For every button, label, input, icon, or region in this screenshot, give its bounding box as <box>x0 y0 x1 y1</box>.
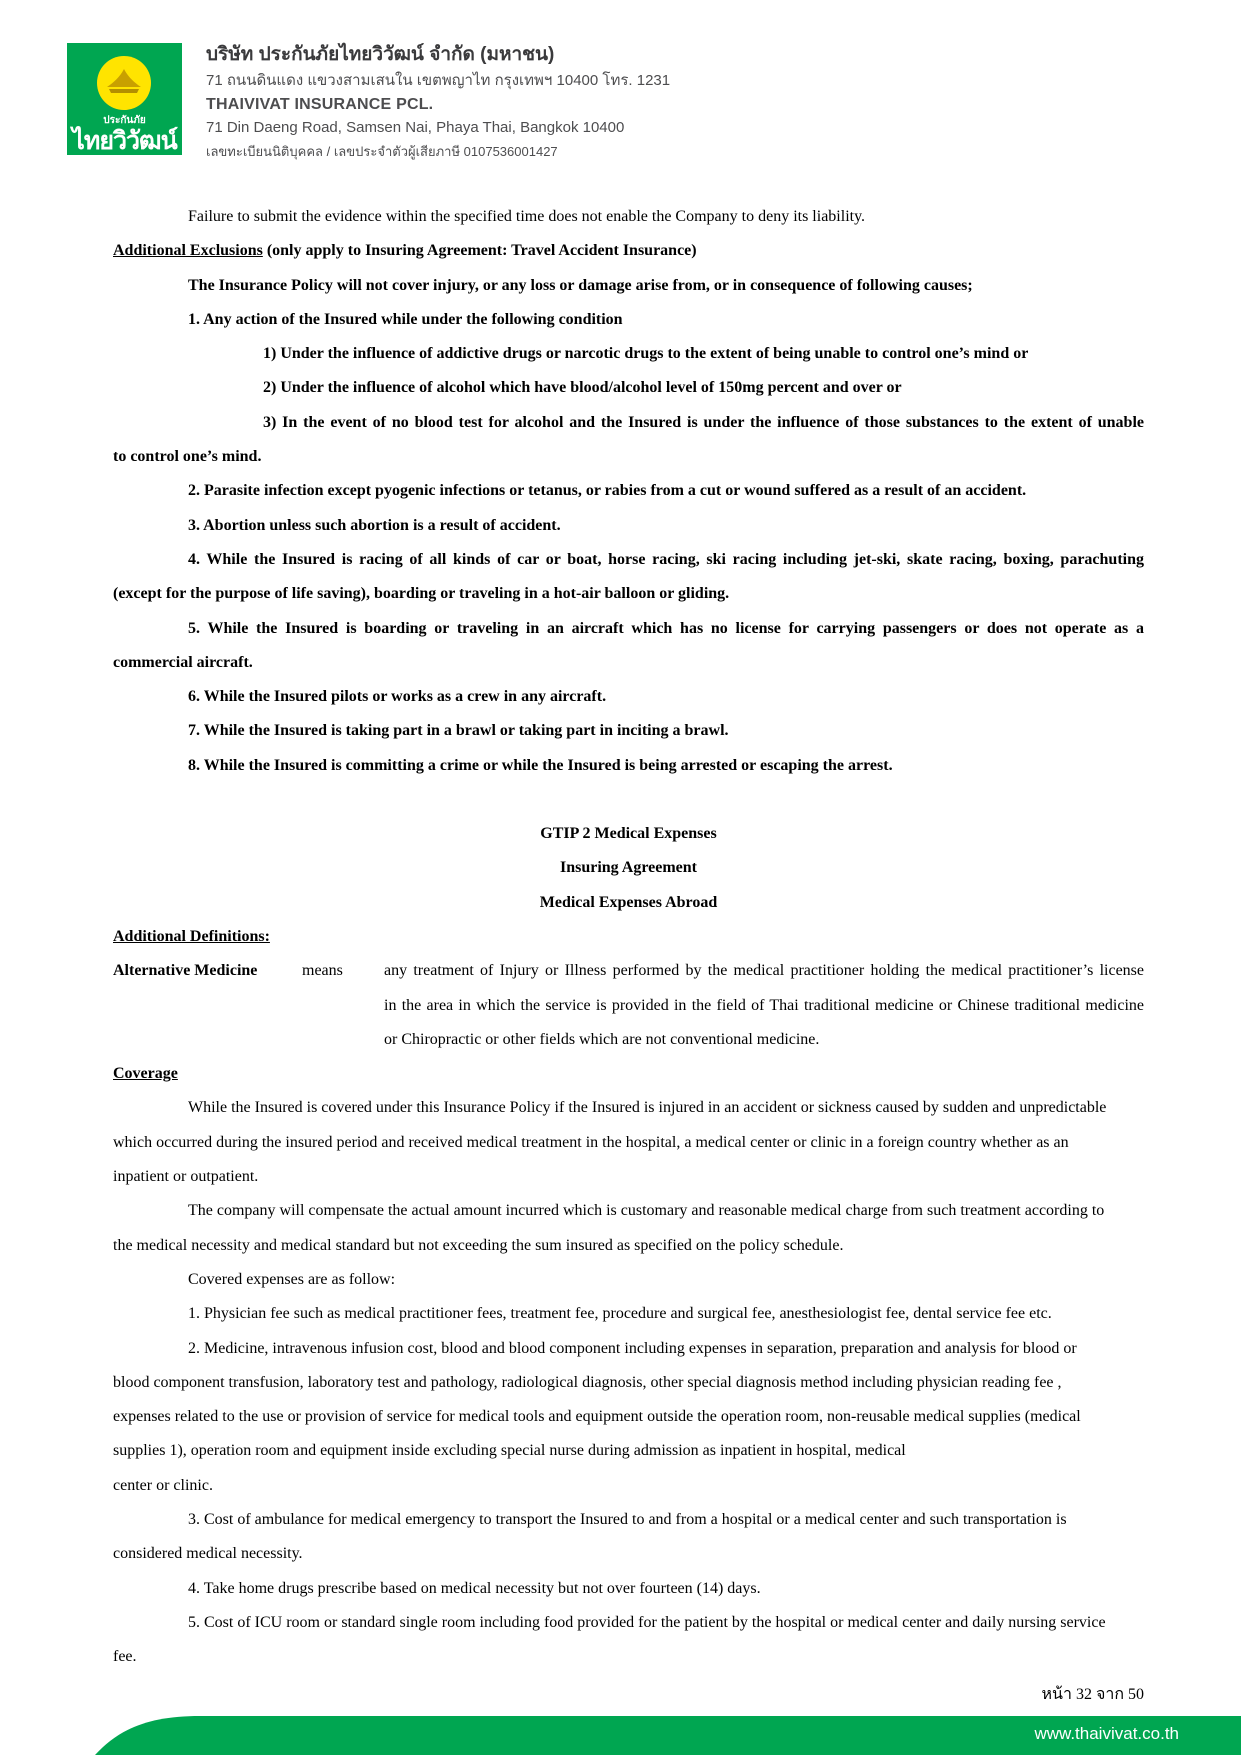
company-name-en: THAIVIVAT INSURANCE PCL. <box>206 96 434 113</box>
exclusion-subitem: 1) Under the influence of addictive drugs or narcotic drugs to the extent of being unable to control one’s mind or <box>263 345 1029 363</box>
exclusion-item: 5. While the Insured is boarding or traveling in an aircraft which has no license for carrying passengers or does not operate as a <box>188 619 1144 637</box>
stupa-icon <box>105 69 143 99</box>
definition-row <box>113 954 1144 1057</box>
exclusion-item: 2. Parasite infection except pyogenic infections or tetanus, or rabies from a cut or wound suffered as a result of an accident. <box>188 482 1027 500</box>
exclusions-heading-note: (only apply to Insuring Agreement: Travel Accident Insurance) <box>262 242 697 260</box>
expense-item-cont: considered medical necessity. <box>113 1545 303 1563</box>
spacer <box>113 783 1144 817</box>
exclusion-item: 4. While the Insured is racing of all kinds of car or boat, horse racing, ski racing including jet-ski, skate racing, boxing, parachuting <box>188 550 1144 568</box>
exclusion-item-cont: commercial aircraft. <box>113 653 253 671</box>
section-title: GTIP 2 Medical Expenses <box>540 825 717 843</box>
footer-website-link[interactable]: www.thaivivat.co.th <box>1034 1724 1179 1743</box>
expense-item: 3. Cost of ambulance for medical emergency to transport the Insured to and from a hospital or a medical center and such transportation is <box>188 1510 1067 1528</box>
exclusions-heading <box>113 234 1144 268</box>
intro-text: Failure to submit the evidence within the specified time does not enable the Company to deny its liability. <box>188 208 866 225</box>
exclusions-lead: The Insurance Policy will not cover injury, or any loss or damage arise from, or in consequence of following causes; <box>188 276 973 294</box>
expense-item: 5. Cost of ICU room or standard single room including food provided for the patient by the hospital or medical center and daily nursing service <box>188 1613 1106 1631</box>
expense-item-cont: fee. <box>113 1648 137 1666</box>
exclusion-item: 1. Any action of the Insured while under the following condition <box>188 310 623 328</box>
definition-term: Alternative Medicine <box>113 962 258 980</box>
address-th: 71 ถนนดินแดง แขวงสามเสนใน เขตพญาไท กรุงเทพฯ 10400 โทร. 1231 <box>206 72 671 89</box>
company-info <box>206 41 670 163</box>
definition-text <box>384 954 1144 1057</box>
covered-expenses-intro: Covered expenses are as follow: <box>188 1270 396 1288</box>
address-en: 71 Din Daeng Road, Samsen Nai, Phaya Thai, Bangkok 10400 <box>206 119 625 136</box>
exclusion-item: 8. While the Insured is committing a crime or while the Insured is being arrested or escaping the arrest. <box>188 756 893 774</box>
registration-number: เลขทะเบียนนิติบุคคล / เลขประจำตัวผู้เสียภาษี 0107536001427 <box>206 144 558 159</box>
exclusion-subitem: 3) In the event of no blood test for alcohol and the Insured is under the influence of those substances to the extent of unable <box>263 413 1144 431</box>
document-body <box>113 200 1144 1674</box>
company-logo <box>67 43 182 155</box>
expense-item: 2. Medicine, intravenous infusion cost, blood and blood component including expenses in separation, preparation and analysis for blood or <box>188 1339 1077 1357</box>
page-number: หน้า 32 จาก 50 <box>1041 1686 1144 1703</box>
coverage-paragraph-cont: inpatient or outpatient. <box>113 1168 259 1186</box>
section-subtitle: Medical Expenses Abroad <box>539 893 718 911</box>
exclusions-heading-label: Additional Exclusions <box>113 242 263 260</box>
exclusion-item: 6. While the Insured pilots or works as a crew in any aircraft. <box>188 688 607 706</box>
logo-small-text: ประกันภัย <box>103 115 146 126</box>
exclusion-subitem-cont: to control one’s mind. <box>113 448 262 466</box>
coverage-paragraph-cont: the medical necessity and medical standard but not exceeding the sum insured as specified on the policy schedule. <box>113 1236 844 1254</box>
exclusion-subitem: 2) Under the influence of alcohol which have blood/alcohol level of 150mg percent and over or <box>263 379 902 397</box>
expense-item: 1. Physician fee such as medical practitioner fees, treatment fee, procedure and surgical fee, anesthesiologist fee, dental service fee etc. <box>188 1305 1052 1323</box>
coverage-paragraph: While the Insured is covered under this Insurance Policy if the Insured is injured in an accident or sickness caused by sudden and unpredictable <box>188 1099 1107 1117</box>
expense-item: 4. Take home drugs prescribe based on medical necessity but not over fourteen (14) days. <box>188 1579 761 1597</box>
exclusion-item-cont: (except for the purpose of life saving), boarding or traveling in a hot-air balloon or gliding. <box>113 585 730 603</box>
definition-line: or Chiropractic or other fields which are not conventional medicine. <box>384 1030 820 1048</box>
expense-item-cont: expenses related to the use or provision of service for medical tools and equipment outside the operation room, non-reusable medical supplies (medical <box>113 1408 1081 1426</box>
section-subtitle: Insuring Agreement <box>559 859 698 877</box>
expense-item-cont: center or clinic. <box>113 1476 213 1494</box>
coverage-paragraph-cont: which occurred during the insured period and received medical treatment in the hospital, a medical center or clinic in a foreign country whether as an <box>113 1133 1069 1151</box>
expense-item-cont: blood component transfusion, laboratory test and pathology, radiological diagnosis, other special diagnosis method including physician reading fee , <box>113 1373 1062 1391</box>
exclusion-item: 3. Abortion unless such abortion is a result of accident. <box>188 516 561 534</box>
definition-means: means <box>302 962 343 980</box>
expense-item-cont: supplies 1), operation room and equipment inside excluding special nurse during admission as inpatient in hospital, medical <box>113 1442 906 1460</box>
definition-line: any treatment of Injury or Illness performed by the medical practitioner holding the medical practitioner’s license <box>384 962 1144 980</box>
definitions-heading: Additional Definitions: <box>113 927 270 945</box>
coverage-paragraph: The company will compensate the actual amount incurred which is customary and reasonable medical charge from such treatment according to <box>188 1202 1105 1220</box>
coverage-heading: Coverage <box>113 1065 178 1083</box>
exclusion-item: 7. While the Insured is taking part in a brawl or taking part in inciting a brawl. <box>188 722 729 740</box>
company-name-th: บริษัท ประกันภัยไทยวิวัฒน์ จำกัด (มหาชน) <box>206 44 555 65</box>
logo-brand-text: ไทยวิวัฒน์ <box>72 126 177 155</box>
definition-line: in the area in which the service is provided in the field of Thai traditional medicine or Chinese traditional medicine <box>384 996 1144 1014</box>
